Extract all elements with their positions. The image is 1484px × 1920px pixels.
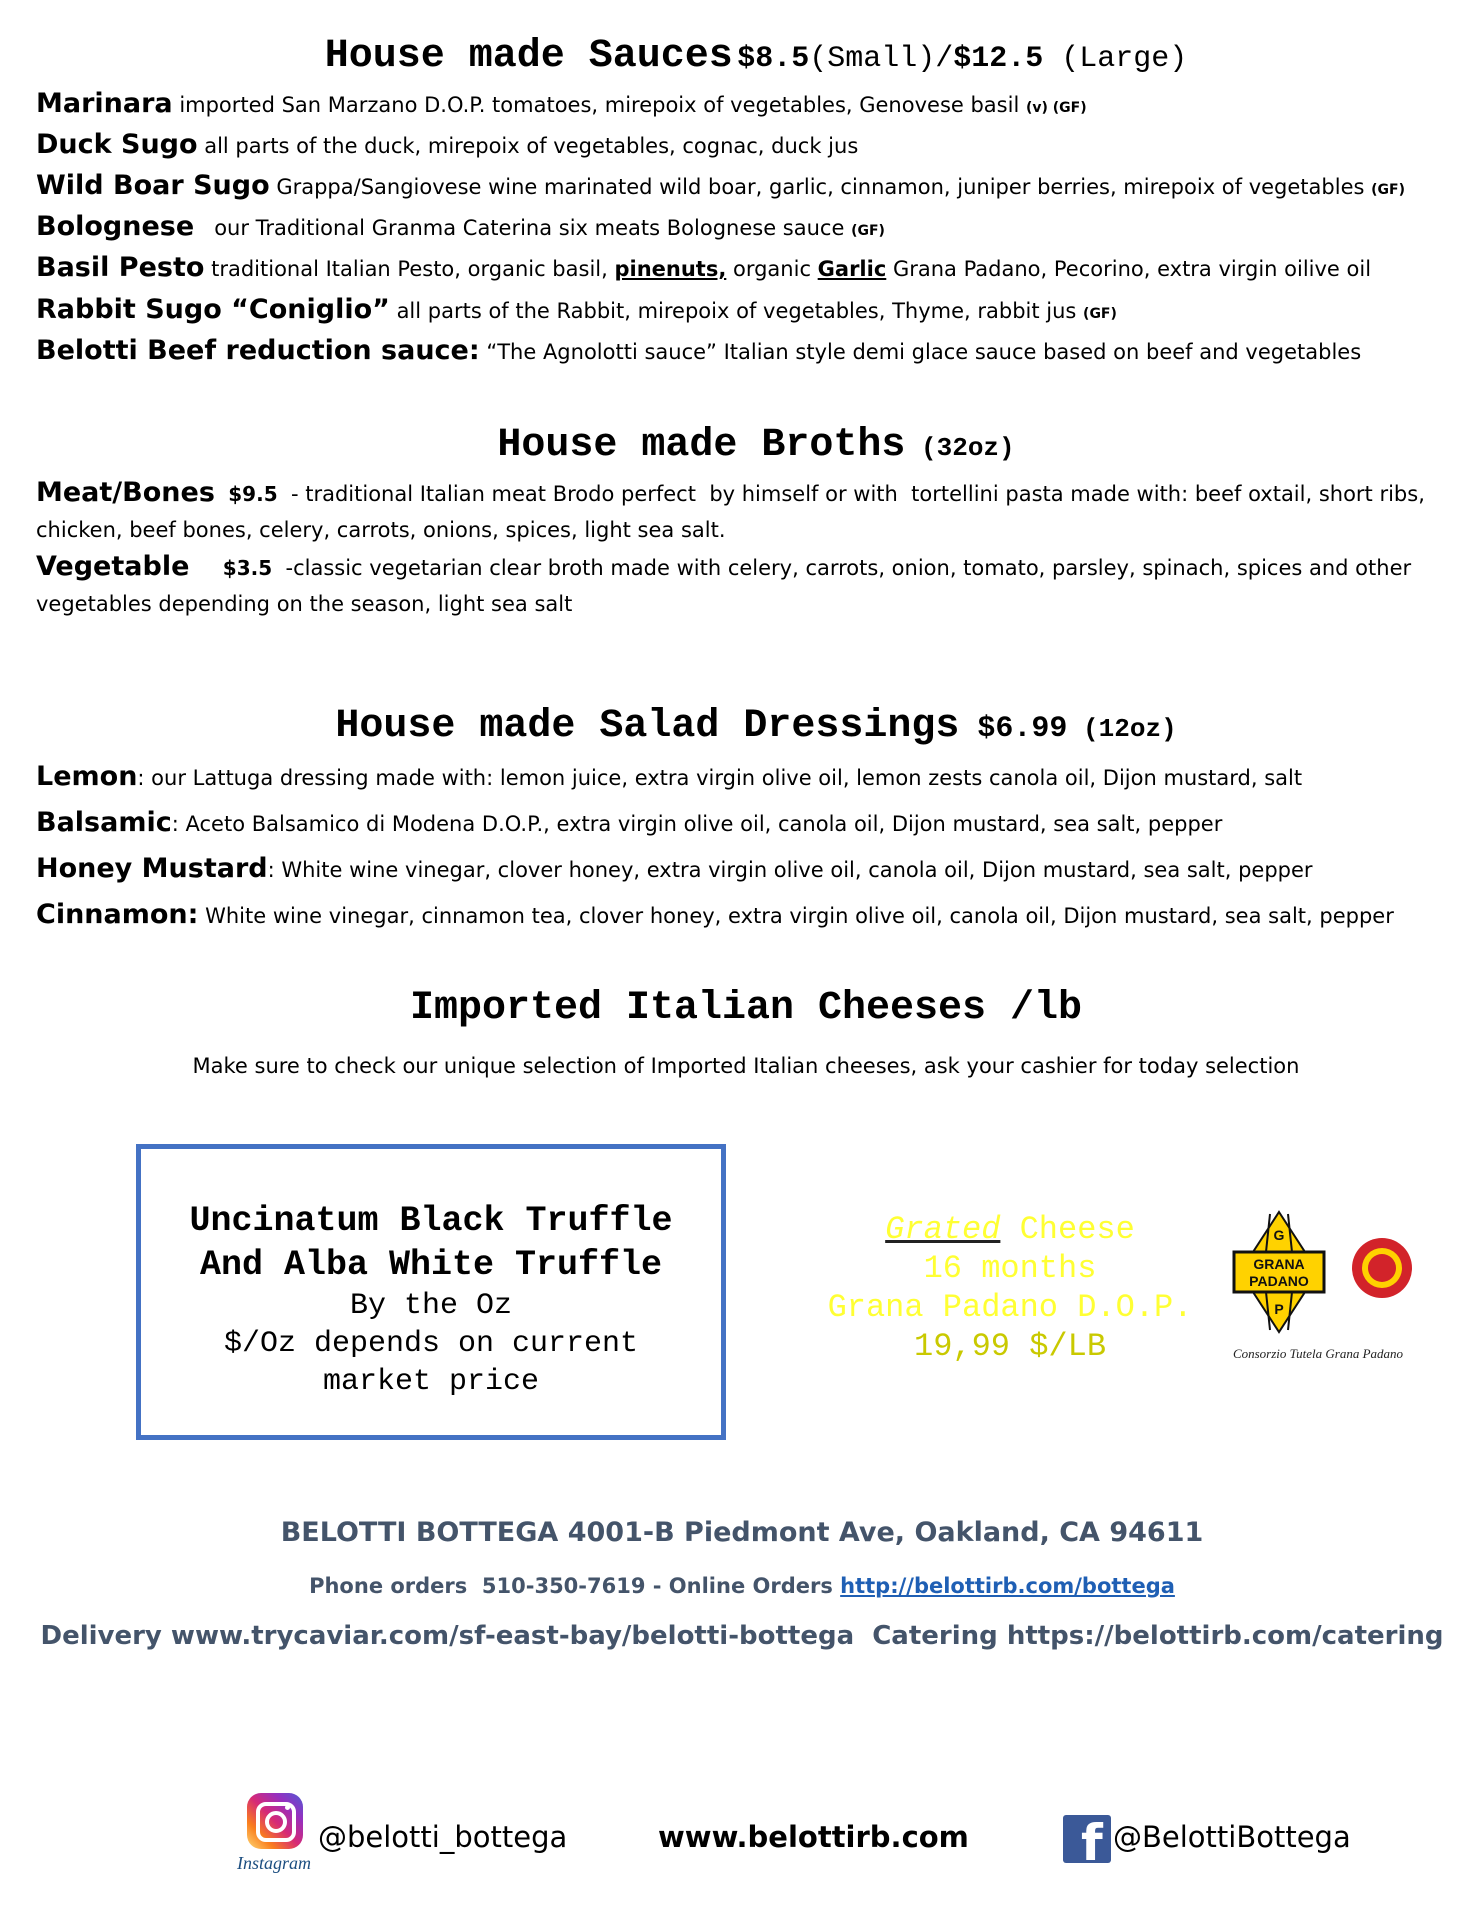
sauce-item-basil-pesto xyxy=(36,254,1450,283)
footer-delivery: Delivery www.trycaviar.com/sf-east-bay/belotti-bottega Catering https://belottirb.com/catering xyxy=(40,1621,1444,1651)
sauce-desc-underlined: Garlic xyxy=(817,257,887,281)
dressing-desc: : our Lattuga dressing made with: lemon juice, extra virgin olive oil, lemon zests canola oil, Dijon mustard, salt xyxy=(137,766,1303,790)
grana-padano-logo xyxy=(1230,1210,1420,1370)
grated-line-4 xyxy=(800,1327,1220,1366)
sauce-item-bolognese xyxy=(36,213,1450,245)
footer-phone-line xyxy=(0,1574,1484,1598)
sauce-item-marinara xyxy=(36,90,1450,122)
grana-bottom-letter: P xyxy=(1274,1301,1284,1317)
online-orders-link[interactable]: http://belottirb.com/bottega xyxy=(840,1574,1175,1598)
sauce-name: Marinara xyxy=(36,88,173,119)
broths-title: House made Broths xyxy=(497,423,906,468)
sauce-desc-underlined: pinenuts, xyxy=(614,257,727,281)
broth-item-vegetable xyxy=(36,549,1456,622)
sauce-item-beef-reduction xyxy=(36,337,1450,366)
sauce-name: Basil Pesto xyxy=(36,252,205,283)
dressing-name: Balsamic xyxy=(36,807,172,838)
dressings-title-line xyxy=(0,704,1484,749)
sauce-item-wild-boar xyxy=(36,172,1450,204)
sauce-desc: imported San Marzano D.O.P. tomatoes, mirepoix of vegetables, Genovese basil xyxy=(172,93,1026,117)
sauces-price-small: $8.5 xyxy=(737,42,810,76)
sauce-tag: (GF) xyxy=(1083,306,1117,322)
dressings-size: (12oz) xyxy=(1067,714,1177,744)
sauces-small-label: (Small)/ xyxy=(809,42,954,76)
facebook-handle[interactable]: @BelottiBottega xyxy=(1113,1820,1351,1854)
dressings-price: $6.99 xyxy=(959,712,1068,746)
truffle-line-4: $/Oz depends on current xyxy=(223,1327,639,1361)
broth-desc: -classic vegetarian clear broth made with celery, carrots, onion, tomato, parsley, spinach, spices and other vegetables depending on the season, light sea salt xyxy=(36,556,1418,616)
grana-consortium: Consorzio Tutela Grana Padano xyxy=(1232,1346,1404,1361)
dressing-desc: : White wine vinegar, clover honey, extra virgin olive oil, canola oil, Dijon mustard, sea salt, pepper xyxy=(267,858,1313,882)
sauce-desc: all parts of the Rabbit, mirepoix of vegetables, Thyme, rabbit jus xyxy=(389,299,1084,323)
grated-line-3: Grana Padano D.O.P. xyxy=(827,1289,1193,1326)
sauce-desc: Grappa/Sangiovese wine marinated wild boar, garlic, cinnamon, juniper berries, mirepoix of vegetables xyxy=(269,175,1372,199)
sauce-tag: (v) (GF) xyxy=(1025,100,1087,116)
website[interactable]: www.belottirb.com xyxy=(658,1820,969,1854)
sauces-price-large: $12.5 xyxy=(953,42,1044,76)
sauce-desc: our Traditional Granma Caterina six meats Bolognese sauce xyxy=(194,216,852,240)
sauces-title: House made Sauces xyxy=(324,34,733,79)
footer-address: BELOTTI BOTTEGA 4001-B Piedmont Ave, Oakland, CA 94611 xyxy=(280,1517,1204,1548)
sauces-title-line xyxy=(0,34,1484,79)
dressings-title: House made Salad Dressings xyxy=(335,704,960,749)
truffle-line-1: Uncinatum Black Truffle xyxy=(189,1201,673,1241)
grated-cheese-block xyxy=(800,1210,1220,1366)
instagram-label: Instagram xyxy=(236,1853,311,1873)
sauce-tag: (GF) xyxy=(1371,182,1405,198)
sauce-name: Rabbit Sugo “Coniglio” xyxy=(36,294,390,325)
grana-top-letter: G xyxy=(1273,1227,1285,1243)
sauce-name: Wild Boar Sugo xyxy=(36,170,270,201)
grated-line-2: 16 months xyxy=(923,1250,1097,1287)
footer-phone: Phone orders 510-350-7619 - Online Orders xyxy=(309,1574,841,1598)
dressing-desc: White wine vinegar, cinnamon tea, clover honey, extra virgin olive oil, canola oil, Dijon mustard, sea salt, pepper xyxy=(198,904,1394,928)
instagram-handle[interactable]: @belotti_bottega xyxy=(318,1820,568,1854)
grated-cheese-word: Cheese xyxy=(1000,1211,1135,1248)
sauce-desc: organic xyxy=(726,257,818,281)
sauce-desc: Grana Padano, Pecorino, extra virgin oilive oil xyxy=(886,257,1372,281)
grated-line-1 xyxy=(800,1210,1220,1249)
sauce-name: Belotti Beef reduction sauce: xyxy=(36,335,480,366)
sauce-name: Bolognese xyxy=(36,211,195,242)
sauce-item-rabbit xyxy=(36,296,1450,328)
broths-title-line xyxy=(0,423,1484,468)
dressing-item-balsamic xyxy=(36,809,1450,838)
cheeses-subtitle: Make sure to check our unique selection of Imported Italian cheeses, ask your cashier for today selection xyxy=(192,1054,1300,1078)
sauce-item-duck xyxy=(36,131,1450,160)
dressing-item-cinnamon xyxy=(36,901,1450,930)
truffle-line-5: market price xyxy=(322,1365,540,1399)
cheeses-title-line xyxy=(0,986,1484,1031)
broth-name: Vegetable xyxy=(36,551,190,582)
dressing-item-honey-mustard xyxy=(36,855,1450,884)
grated-price: 19,99 $/LB xyxy=(913,1328,1107,1365)
sauce-tag: (GF) xyxy=(851,223,885,239)
truffle-box xyxy=(136,1144,726,1440)
broths-size: (32oz) xyxy=(905,433,1015,463)
instagram-icon[interactable] xyxy=(247,1793,303,1849)
dressing-name: Honey Mustard xyxy=(36,853,268,884)
cheeses-title: Imported Italian Cheeses /lb xyxy=(409,986,1083,1031)
broth-price: $3.5 xyxy=(222,556,273,580)
broth-name: Meat/Bones xyxy=(36,477,215,508)
broth-price: $9.5 xyxy=(228,482,278,506)
dressing-name: Cinnamon: xyxy=(36,899,199,930)
grana-brand-line-1: GRANA xyxy=(1253,1256,1305,1272)
dressing-name: Lemon xyxy=(36,761,138,792)
dressing-desc: : Aceto Balsamico di Modena D.O.P., extra virgin olive oil, canola oil, Dijon mustard, sea salt, pepper xyxy=(171,812,1223,836)
facebook-icon[interactable]: f xyxy=(1063,1815,1111,1863)
grated-word: Grated xyxy=(885,1211,1001,1248)
sauce-desc: all parts of the duck, mirepoix of vegetables, cognac, duck jus xyxy=(197,134,859,158)
truffle-line-2: And Alba White Truffle xyxy=(199,1245,663,1285)
truffle-line-3: By the Oz xyxy=(349,1289,513,1323)
sauce-name: Duck Sugo xyxy=(36,129,198,160)
sauce-desc: “The Agnolotti sauce” Italian style demi glace sauce based on beef and vegetables xyxy=(479,340,1362,364)
broth-item-meat xyxy=(36,475,1456,548)
grana-brand-line-2: PADANO xyxy=(1249,1273,1309,1289)
sauces-large-label: (Large) xyxy=(1043,42,1188,76)
dressing-item-lemon xyxy=(36,763,1450,792)
broth-desc: - traditional Italian meat Brodo perfect by himself or with tortellini pasta made with: beef oxtail, short ribs, chicken, beef bones, celery, carrots, onions, spices, light sea salt. xyxy=(36,482,1432,542)
sauce-desc: traditional Italian Pesto, organic basil, xyxy=(204,257,615,281)
